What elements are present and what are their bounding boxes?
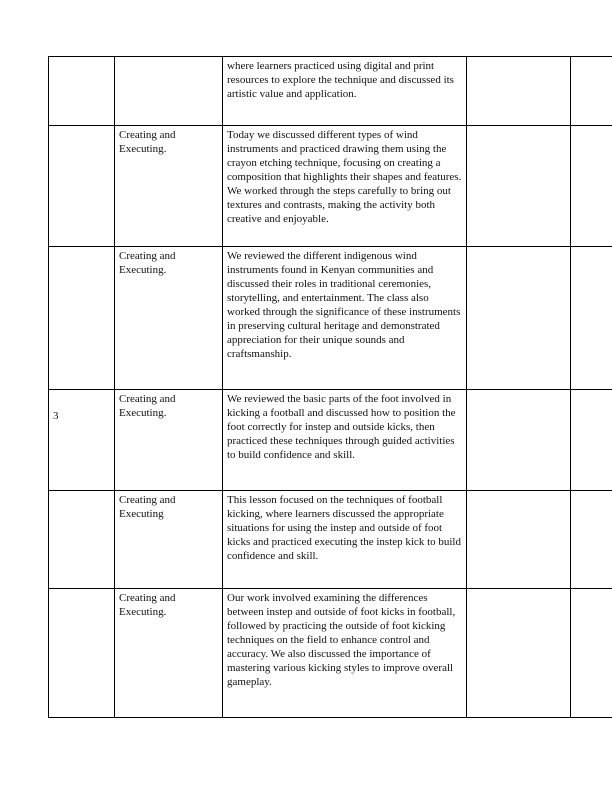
week-cell <box>49 247 115 390</box>
week-cell <box>49 491 115 589</box>
week-cell <box>49 589 115 718</box>
strand-text: Creating and Executing. <box>119 129 176 155</box>
empty-cell-5 <box>571 57 612 126</box>
week-cell <box>49 126 115 247</box>
empty-cell-5 <box>571 247 612 390</box>
description-text: Our work involved examining the differences between instep and outside of foot kicks in football, followed by practicing the outside of foot kicking techniques on the field to enhance control and accuracy. We also discussed the importance of mastering various kicking styles to improve overall gameplay. <box>227 592 456 688</box>
lesson-log-table <box>48 56 612 718</box>
empty-cell-4 <box>467 57 571 126</box>
description-cell <box>223 57 467 126</box>
empty-cell-4 <box>467 126 571 247</box>
strand-cell <box>115 247 223 390</box>
description-cell <box>223 491 467 589</box>
table-row <box>49 57 612 126</box>
empty-cell-5 <box>571 390 612 491</box>
empty-cell-4 <box>467 589 571 718</box>
empty-cell-4 <box>467 491 571 589</box>
week-number: 3 <box>53 410 59 422</box>
description-cell <box>223 247 467 390</box>
strand-text: Creating and Executing <box>119 494 176 520</box>
empty-cell-4 <box>467 390 571 491</box>
description-text: We reviewed the basic parts of the foot involved in kicking a football and discussed how to position the foot correctly for instep and outside kicks, then practiced these techniques through guided activities to build confidence and skill. <box>227 393 456 461</box>
strand-text: Creating and Executing. <box>119 393 176 419</box>
table-row <box>49 247 612 390</box>
strand-text: Creating and Executing. <box>119 250 176 276</box>
strand-cell <box>115 589 223 718</box>
description-text: We reviewed the different indigenous wind instruments found in Kenyan communities and discussed their roles in traditional ceremonies, storytelling, and entertainment. The class also worked through the significance of these instruments in preserving cultural heritage and demonstrated appreciation for their unique sounds and craftsmanship. <box>227 250 461 360</box>
table-row <box>49 589 612 718</box>
strand-cell <box>115 390 223 491</box>
strand-cell <box>115 491 223 589</box>
description-text: where learners practiced using digital and print resources to explore the technique and discussed its artistic value and application. <box>227 60 454 100</box>
description-cell <box>223 390 467 491</box>
week-cell <box>49 390 115 491</box>
empty-cell-5 <box>571 589 612 718</box>
empty-cell-4 <box>467 247 571 390</box>
strand-text: Creating and Executing. <box>119 592 176 618</box>
table-row <box>49 491 612 589</box>
empty-cell-5 <box>571 126 612 247</box>
description-text: This lesson focused on the techniques of football kicking, where learners discussed the appropriate situations for using the instep and outside of foot kicks and practiced executing the instep kick to build confidence and skill. <box>227 494 461 562</box>
strand-cell <box>115 57 223 126</box>
strand-cell <box>115 126 223 247</box>
description-text: Today we discussed different types of wind instruments and practiced drawing them using the crayon etching technique, focusing on creating a composition that highlights their shapes and features. We worked through the steps carefully to bring out textures and contrasts, making the activity both creative and enjoyable. <box>227 129 462 225</box>
week-cell <box>49 57 115 126</box>
table-row <box>49 390 612 491</box>
table-row <box>49 126 612 247</box>
description-cell <box>223 126 467 247</box>
description-cell <box>223 589 467 718</box>
empty-cell-5 <box>571 491 612 589</box>
